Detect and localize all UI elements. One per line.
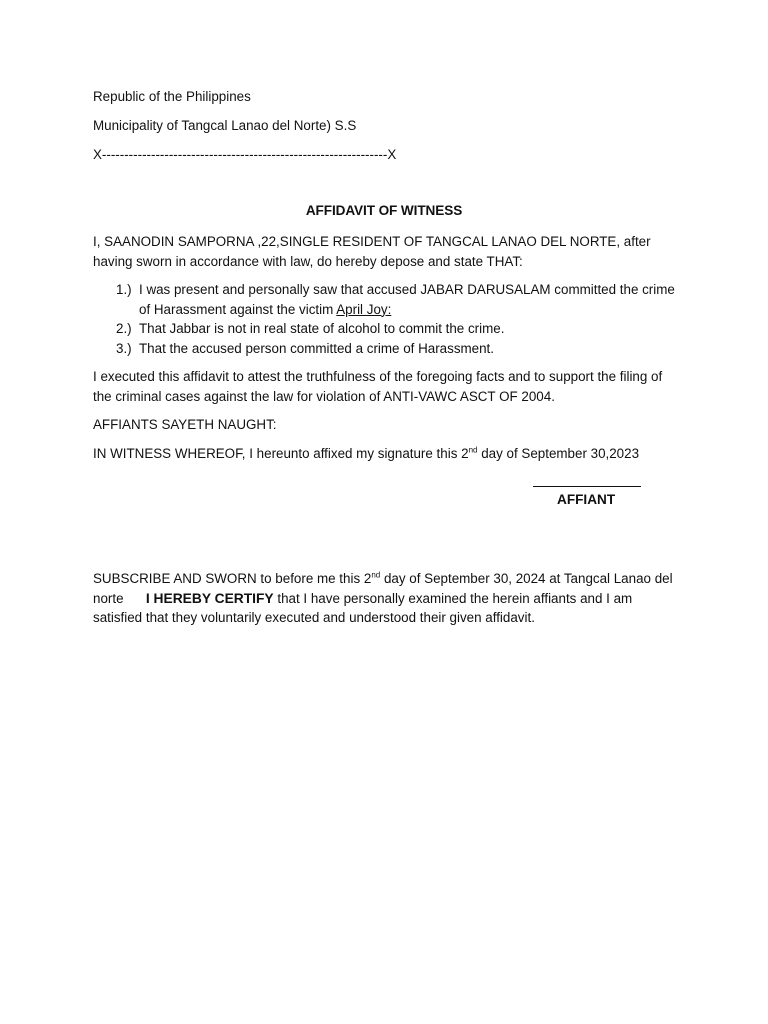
witness-ordinal-suffix: nd xyxy=(468,445,478,455)
list-item-number: 3.) xyxy=(116,340,132,356)
witness-whereof xyxy=(93,444,639,463)
intro-paragraph: I, SAANODIN SAMPORNA ,22,SINGLE RESIDENT OF TANGCAL LANAO DEL NORTE, after having sworn in accordance with law, do hereby depose and state THAT: xyxy=(93,234,651,269)
victim-name: April Joy: xyxy=(336,301,392,317)
signature-line xyxy=(533,486,641,487)
municipality-heading: Municipality of Tangcal Lanao del Norte) S.S xyxy=(93,118,357,133)
sayeth-naught: AFFIANTS SAYETH NAUGHT: xyxy=(93,417,277,432)
affiant-label: AFFIANT xyxy=(557,492,616,507)
list-item xyxy=(93,280,678,319)
list-item-text: That the accused person committed a crime of Harassment. xyxy=(139,340,495,356)
list-item-text: That Jabbar is not in real state of alcohol to commit the crime. xyxy=(139,321,505,336)
republic-heading: Republic of the Philippines xyxy=(93,89,251,104)
list-item-text: I was present and personally saw that accused JABAR DARUSALAM committed the crime of Harassment against the victim xyxy=(139,282,675,317)
document-title: AFFIDAVIT OF WITNESS xyxy=(305,203,463,218)
list-item-number: 2.) xyxy=(116,321,132,336)
jurat-text-3: that I have personally examined the herein affiants and I am satisfied that they voluntarily executed and understood their given affidavit. xyxy=(93,590,633,625)
purpose-paragraph: I executed this affidavit to attest the truthfulness of the foregoing facts and to support the filing of the criminal cases against the law for violation of ANTI-VAWC ASCT OF 2004. xyxy=(93,369,663,404)
list-item xyxy=(93,339,678,359)
list-item-number: 1.) xyxy=(116,282,132,297)
certify-phrase: I HEREBY CERTIFY xyxy=(145,590,274,606)
statements-list xyxy=(93,280,678,358)
jurat-text-2: day of September 30, 2024 at Tangcal Lanao del norte xyxy=(93,571,673,606)
jurat-paragraph xyxy=(93,569,683,628)
jurat-ordinal-suffix: nd xyxy=(371,570,381,580)
witness-text-before: IN WITNESS WHEREOF, I hereunto affixed my signature this 2 xyxy=(93,446,469,461)
witness-text-after: day of September 30,2023 xyxy=(477,446,640,461)
list-item xyxy=(93,319,678,339)
jurat-text-1: SUBSCRIBE AND SWORN to before me this 2 xyxy=(93,571,372,586)
separator-line: X----------------------------------------------------------------X xyxy=(93,147,397,162)
